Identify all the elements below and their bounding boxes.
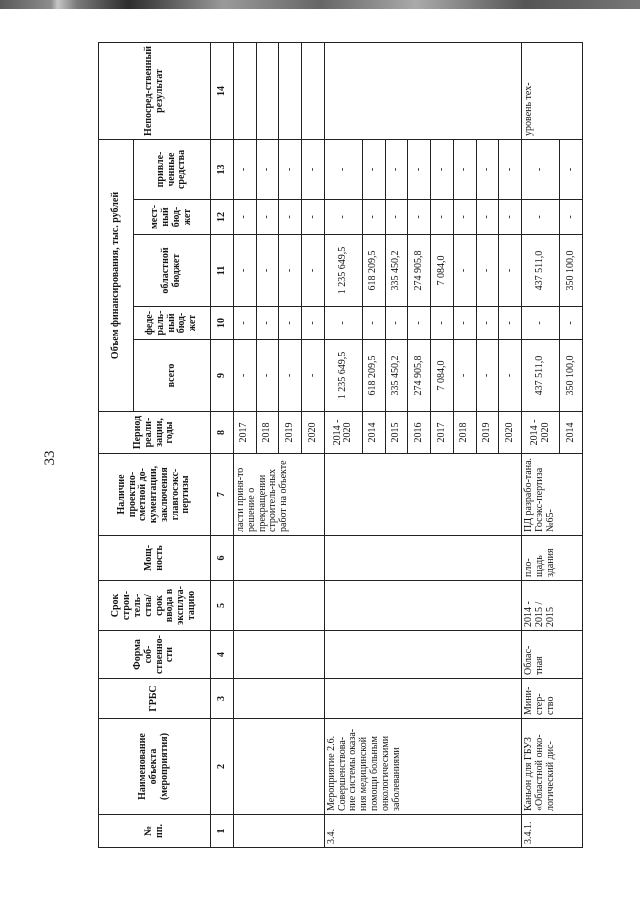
period-cell: 2015 [385, 412, 408, 454]
federal-cell: - [256, 307, 279, 340]
attracted-cell: - [385, 139, 408, 199]
attracted-cell: - [560, 139, 583, 199]
header-col9: всего [134, 340, 211, 412]
total-cell: 7 084,0 [431, 340, 454, 412]
federal-cell: - [453, 307, 476, 340]
federal-cell: - [408, 307, 431, 340]
local-cell: - [256, 200, 279, 235]
header-row-1 [99, 42, 134, 847]
col-number: 9 [211, 340, 234, 412]
item-name: Каньон для ГБУЗ «Областной онко-логический дис- [521, 719, 582, 815]
item-name: Мероприятие 2.6. Совершенствова-ние системы оказа-ния медицинской помощи больным онкологическими заболеваниями [324, 719, 521, 815]
capacity-cell: пло-щадь здания [521, 536, 582, 581]
attracted-cell: - [499, 139, 522, 199]
regional-cell: - [499, 235, 522, 307]
header-col2: Наименование объекта (мероприятия) [99, 719, 211, 815]
total-cell: - [476, 340, 499, 412]
header-col14: Непосред-ственный результат [99, 42, 211, 139]
cell [324, 454, 521, 536]
cell [234, 536, 325, 581]
cell [324, 536, 521, 581]
attracted-cell: - [431, 139, 454, 199]
local-cell: - [521, 200, 559, 235]
federal-cell: - [499, 307, 522, 340]
local-cell: - [560, 200, 583, 235]
local-cell: - [234, 200, 257, 235]
grbs-cell: Мини-стер-ство [521, 679, 582, 719]
attracted-cell: - [234, 139, 257, 199]
total-cell: 350 100,0 [560, 340, 583, 412]
cell [234, 719, 325, 815]
result-cell [256, 42, 279, 139]
ownership-cell: Облас-тная [521, 631, 582, 679]
total-cell: - [256, 340, 279, 412]
regional-cell: - [453, 235, 476, 307]
total-cell: - [453, 340, 476, 412]
attracted-cell: - [521, 139, 559, 199]
attracted-cell: - [408, 139, 431, 199]
total-cell: - [499, 340, 522, 412]
attracted-cell: - [363, 139, 386, 199]
cell [324, 581, 521, 631]
period-cell: 2018 [453, 412, 476, 454]
col-number: 1 [211, 815, 234, 848]
result-cell [279, 42, 302, 139]
local-cell: - [476, 200, 499, 235]
total-cell: 335 450,2 [385, 340, 408, 412]
local-cell: - [385, 200, 408, 235]
period-cell: 2017 [234, 412, 257, 454]
regional-cell: 350 100,0 [560, 235, 583, 307]
attracted-cell: - [256, 139, 279, 199]
federal-cell: - [363, 307, 386, 340]
financing-table [98, 42, 583, 848]
total-cell: 618 209,5 [363, 340, 386, 412]
table-row [234, 42, 257, 847]
regional-cell: 618 209,5 [363, 235, 386, 307]
regional-cell: - [256, 235, 279, 307]
col-number: 13 [211, 139, 234, 199]
regional-cell: - [279, 235, 302, 307]
header-col12: мест-ный бюд-жет [134, 200, 211, 235]
period-cell: 2017 [431, 412, 454, 454]
federal-cell: - [521, 307, 559, 340]
total-cell: 274 905,8 [408, 340, 431, 412]
header-col8: Период реали-зации, годы [99, 412, 211, 454]
col-number: 5 [211, 581, 234, 631]
cell [234, 581, 325, 631]
header-col5: Срок строи-тель-ства/срок ввода в эксплуа-тацию [99, 581, 211, 631]
result-cell: уровень тех- [521, 42, 582, 139]
regional-cell: - [476, 235, 499, 307]
header-col7: Наличие проектно-сметной до-кументации, заключения главгосэкс-пертизы [99, 454, 211, 536]
period-cell: 2014 [560, 412, 583, 454]
attracted-cell: - [302, 139, 325, 199]
regional-cell: 437 511,0 [521, 235, 559, 307]
local-cell: - [279, 200, 302, 235]
col-number: 7 [211, 454, 234, 536]
federal-cell: - [279, 307, 302, 340]
period-cell: 2014 - 2020 [324, 412, 362, 454]
total-cell: 437 511,0 [521, 340, 559, 412]
federal-cell: - [385, 307, 408, 340]
period-cell: 2020 [302, 412, 325, 454]
col-number: 4 [211, 631, 234, 679]
regional-cell: 7 084,0 [431, 235, 454, 307]
regional-cell: 1 235 649,5 [324, 235, 362, 307]
col-number: 6 [211, 536, 234, 581]
attracted-cell: - [476, 139, 499, 199]
col-number: 3 [211, 679, 234, 719]
page-number: 33 [42, 450, 58, 466]
col-number: 10 [211, 307, 234, 340]
regional-cell: 274 905,8 [408, 235, 431, 307]
header-col10: феде-раль-ный бюд-жет [134, 307, 211, 340]
rotated-page [98, 43, 583, 848]
psd-continuation: ласти приня-то решение о прекращении строитель-ных работ на объекте [234, 454, 325, 536]
header-col1: № пп. [99, 815, 211, 848]
item-number: 3.4.1. [521, 815, 582, 848]
federal-cell: - [324, 307, 362, 340]
attracted-cell: - [453, 139, 476, 199]
header-col6: Мощ-ность [99, 536, 211, 581]
period-cell: 2014 - 2020 [521, 412, 559, 454]
cell [324, 631, 521, 679]
regional-cell: 335 450,2 [385, 235, 408, 307]
total-cell: - [279, 340, 302, 412]
header-funding-group: Объем финансирования, тыс. рублей [99, 139, 134, 411]
period-cell: 2016 [408, 412, 431, 454]
period-cell: 2020 [499, 412, 522, 454]
local-cell: - [302, 200, 325, 235]
federal-cell: - [476, 307, 499, 340]
regional-cell: - [234, 235, 257, 307]
result-cell [324, 42, 521, 139]
federal-cell: - [431, 307, 454, 340]
local-cell: - [324, 200, 362, 235]
table-row [521, 42, 559, 847]
term-cell: 2014 - 2015 / 2015 [521, 581, 582, 631]
total-cell: - [302, 340, 325, 412]
cell [234, 679, 325, 719]
col-number: 12 [211, 200, 234, 235]
local-cell: - [431, 200, 454, 235]
cell [234, 631, 325, 679]
federal-cell: - [302, 307, 325, 340]
result-cell [302, 42, 325, 139]
col-number: 8 [211, 412, 234, 454]
period-cell: 2019 [279, 412, 302, 454]
regional-cell: - [302, 235, 325, 307]
cell [234, 815, 325, 848]
cell [324, 679, 521, 719]
scan-edge-bar [0, 0, 640, 9]
total-cell: 1 235 649,5 [324, 340, 362, 412]
psd-cell: ПД разрабо-тана. Госэкс-пертиза №65- [521, 454, 582, 536]
federal-cell: - [234, 307, 257, 340]
period-cell: 2019 [476, 412, 499, 454]
attracted-cell: - [279, 139, 302, 199]
federal-cell: - [560, 307, 583, 340]
attracted-cell: - [324, 139, 362, 199]
period-cell: 2018 [256, 412, 279, 454]
header-col3: ГРБС [99, 679, 211, 719]
local-cell: - [499, 200, 522, 235]
header-col13: привле-ченные средства [134, 139, 211, 199]
period-cell: 2014 [363, 412, 386, 454]
header-col4: Форма соб-ственно-сти [99, 631, 211, 679]
local-cell: - [363, 200, 386, 235]
column-number-row [211, 42, 234, 847]
header-col11: областной бюджет [134, 235, 211, 307]
total-cell: - [234, 340, 257, 412]
col-number: 14 [211, 42, 234, 139]
table-row [324, 42, 362, 847]
col-number: 11 [211, 235, 234, 307]
result-cell [234, 42, 257, 139]
item-number: 3.4. [324, 815, 521, 848]
col-number: 2 [211, 719, 234, 815]
local-cell: - [408, 200, 431, 235]
local-cell: - [453, 200, 476, 235]
